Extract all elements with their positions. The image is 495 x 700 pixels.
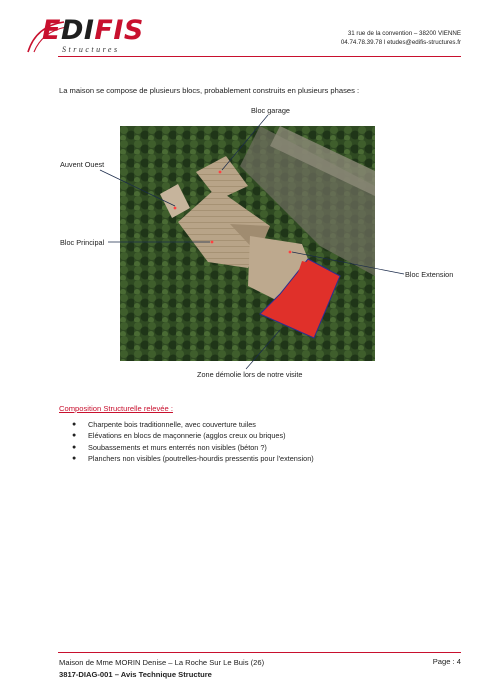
company-address bbox=[341, 29, 461, 47]
aerial-photo bbox=[120, 126, 375, 361]
list-item: ● Soubassements et murs enterrés non visibles (béton ?) bbox=[72, 442, 267, 452]
label-bloc-extension: Bloc Extension bbox=[405, 270, 454, 279]
footer-info bbox=[59, 657, 264, 680]
bullet-icon: ● bbox=[72, 421, 77, 428]
label-bloc-garage: Bloc garage bbox=[251, 106, 290, 115]
bullet-icon: ● bbox=[72, 443, 77, 451]
logo-wordmark: EDIFIS bbox=[42, 15, 144, 46]
label-bloc-principal: Bloc Principal bbox=[60, 238, 105, 247]
intro-paragraph: La maison se compose de plusieurs blocs, probablement construits en plusieurs phases : bbox=[59, 86, 360, 95]
footer-divider bbox=[58, 652, 461, 653]
label-zone-demolie: Zone démolie lors de notre visite bbox=[197, 370, 303, 379]
list-item: ● Planchers non visibles (poutrelles-hourdis pressentis pour l'extension) bbox=[72, 454, 314, 464]
address-line: 31 rue de la convention – 38200 VIENNE bbox=[347, 30, 461, 37]
bullet-icon: ● bbox=[72, 432, 77, 440]
header-divider bbox=[58, 56, 461, 57]
footer-reference: 3817-DIAG-001 – Avis Technique Structure bbox=[59, 669, 212, 679]
edifis-logo bbox=[24, 15, 144, 54]
footer-project: Maison de Mme MORIN Denise – La Roche Sur Le Buis (26) bbox=[59, 658, 265, 667]
list-item: ● Elévations en blocs de maçonnerie (agglos creux ou briques) bbox=[72, 431, 286, 441]
bullet-icon: ● bbox=[72, 455, 77, 463]
page-number: Page : 4 bbox=[432, 657, 461, 666]
logo-subtitle: Structures bbox=[62, 45, 120, 54]
label-auvent-ouest: Auvent Ouest bbox=[60, 160, 105, 169]
list-item: ● Charpente bois traditionnelle, avec couverture tuiles bbox=[72, 420, 256, 429]
contact-line: 04.74.78.39.78 l etudes@edifis-structures.fr bbox=[340, 39, 461, 46]
composition-title: Composition Structurelle relevée : bbox=[59, 404, 173, 413]
composition-list bbox=[72, 419, 314, 465]
